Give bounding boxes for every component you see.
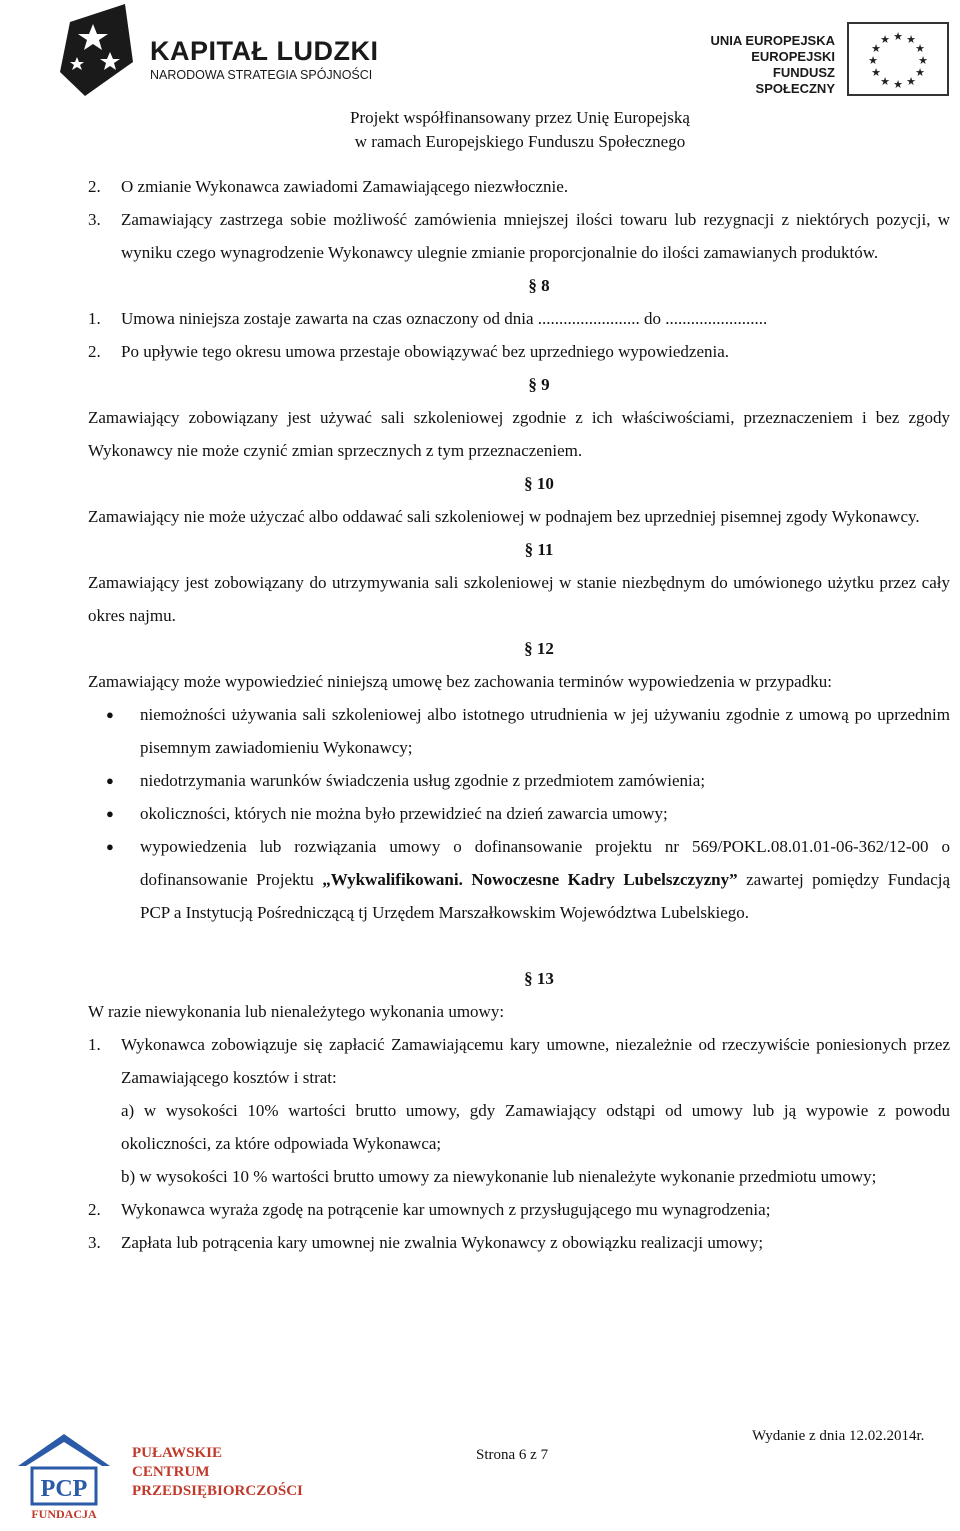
section-12-intro: Zamawiający może wypowiedzieć niniejszą umowę bez zachowania terminów wypowiedzenia w przypadku: (88, 672, 832, 691)
item-text: Zamawiający zastrzega sobie możliwość zamówienia mniejszej ilości towaru lub rezygnacji z niektórych pozycji, w wyniku czego wynagrodzenie Wykonawcy ulegnie zmianie proporcjonalnie do ilości zamawianych produktów. (121, 210, 950, 262)
bullet-icon: ● (106, 707, 114, 722)
eu-line1: UNIA EUROPEJSKA (710, 33, 835, 48)
bullet-text-pre: wypowiedzenia lub rozwiązania umowy o dofinansowanie projektu nr 569/POKL.08.01.01-06-362/12-00 o dofinansowanie Projektu (140, 837, 950, 889)
section-title-8: § 8 (528, 276, 550, 295)
brand-line1: PUŁAWSKIE (132, 1445, 223, 1461)
item-number: 2. (88, 1200, 101, 1219)
section-11-text: Zamawiający jest zobowiązany do utrzymywania sali szkoleniowej w stanie niezbędnym do umówionego użytku przez cały okres najmu. (88, 573, 950, 625)
eu-line2: EUROPEJSKI (751, 49, 835, 64)
list-item (88, 335, 950, 368)
bullet-icon: ● (106, 839, 114, 854)
item-text: Zapłata lub potrącenia kary umownej nie zwalnia Wykonawcy z obowiązku realizacji umowy; (121, 1233, 764, 1252)
bullet-text: okoliczności, których nie można było przewidzieć na dzień zawarcia umowy; (140, 804, 668, 823)
item-number: 3. (88, 1233, 101, 1252)
list-item (88, 203, 950, 269)
issue-date: Wydanie z dnia 12.02.2014r. (752, 1428, 925, 1444)
brand-line2: CENTRUM (132, 1464, 210, 1480)
kapital-ludzki-logo-icon (55, 2, 145, 98)
list-item (88, 1226, 950, 1259)
section-title-9: § 9 (528, 375, 550, 394)
svg-text:★: ★ (915, 66, 925, 79)
svg-text:★: ★ (868, 54, 878, 67)
bullet-text: niemożności używania sali szkoleniowej albo istotnego utrudnienia w jej używaniu zgodnie z umową po uprzednim pisemnym zawiadomieniu Wykonawcy; (140, 705, 950, 757)
page-number: Strona 6 z 7 (476, 1447, 549, 1463)
brand-line3: PRZEDSIĘBIORCZOŚCI (132, 1483, 303, 1499)
header-caption (0, 106, 960, 154)
svg-text:★: ★ (893, 30, 903, 43)
bullet-text-post: zawartej pomiędzy Fundacją PCP a Instytucją Pośredniczącą tj Urzędem Marszałkowskim Województwa Lubelskiego. (140, 870, 951, 922)
item-text: Wykonawca zobowiązuje się zapłacić Zamawiającemu kary umowne, niezależnie od rzeczywiście poniesionych przez Zamawiającego kosztów i strat: (121, 1035, 950, 1087)
logo-text: PCP (40, 1476, 88, 1502)
section-title-13: § 13 (524, 969, 554, 988)
section-9-text: Zamawiający zobowiązany jest używać sali szkoleniowej zgodnie z ich właściwościami, przeznaczeniem i bez zgody Wykonawcy nie może czynić zmian sprzecznych z tym przeznaczeniem. (88, 408, 950, 460)
eu-flag-icon (847, 22, 949, 96)
svg-text:★: ★ (906, 33, 916, 46)
list-item (88, 1028, 950, 1094)
item-number: 1. (88, 309, 101, 328)
svg-text:★: ★ (871, 42, 881, 55)
item-number: 1. (88, 1035, 101, 1054)
pcp-foundation-logo-icon (10, 1428, 118, 1523)
kl-subtitle: NARODOWA STRATEGIA SPÓJNOŚCI (150, 68, 373, 82)
section-title-10: § 10 (524, 474, 554, 493)
bullet-text: niedotrzymania warunków świadczenia usług zgodnie z przedmiotem zamówienia; (140, 771, 706, 790)
section-13-intro: W razie niewykonania lub nienależytego wykonania umowy: (88, 1002, 505, 1021)
sub-item-b: b) w wysokości 10 % wartości brutto umowy za niewykonanie lub nienależyte wykonanie przedmiotu umowy; (121, 1167, 877, 1186)
svg-text:★: ★ (915, 42, 925, 55)
section-title-12: § 12 (524, 639, 554, 658)
item-text: O zmianie Wykonawca zawiadomi Zamawiającego niezwłocznie. (121, 177, 569, 196)
item-text: Po upływie tego okresu umowa przestaje obowiązywać bez uprzedniego wypowiedzenia. (121, 342, 730, 361)
list-item (88, 170, 950, 203)
list-item (88, 302, 950, 335)
project-name: „Wykwalifikowani. Nowoczesne Kadry Lubelszczyzny” (322, 870, 738, 889)
bullet-item (106, 830, 950, 929)
svg-text:★: ★ (893, 78, 903, 91)
svg-text:★: ★ (871, 66, 881, 79)
footer-brand (132, 1444, 303, 1501)
kapital-ludzki-text (150, 36, 378, 82)
kl-title: KAPITAŁ LUDZKI (150, 36, 379, 66)
bullet-item (106, 797, 950, 830)
svg-text:★: ★ (918, 54, 928, 67)
eu-text (700, 33, 835, 97)
sub-item-a: a) w wysokości 10% wartości brutto umowy, gdy Zamawiający odstąpi od umowy lub ją wypowie z powodu okoliczności, za które odpowiada Wykonawca; (121, 1101, 950, 1153)
item-number: 2. (88, 177, 101, 196)
item-text: Umowa niniejsza zostaje zawarta na czas oznaczony od dnia ........................ do ........................ (121, 309, 768, 328)
svg-text:★: ★ (906, 75, 916, 88)
section-title-11: § 11 (524, 540, 554, 559)
item-number: 3. (88, 210, 101, 229)
logo-sub: FUNDACJA (31, 1507, 97, 1521)
bullet-icon: ● (106, 806, 114, 821)
list-item (88, 1193, 950, 1226)
eu-line3: FUNDUSZ SPOŁECZNY (755, 65, 835, 96)
document-body (88, 170, 950, 1259)
caption-line1: Projekt współfinansowany przez Unię Europejską (350, 108, 690, 127)
item-text: Wykonawca wyraża zgodę na potrącenie kar umownych z przysługującego mu wynagrodzenia; (121, 1200, 771, 1219)
svg-text:★: ★ (880, 33, 890, 46)
caption-line2: w ramach Europejskiego Funduszu Społecznego (354, 132, 686, 151)
bullet-icon: ● (106, 773, 114, 788)
section-10-text: Zamawiający nie może użyczać albo oddawać sali szkoleniowej w podnajem bez uprzedniej pisemnej zgody Wykonawcy. (88, 507, 920, 526)
item-number: 2. (88, 342, 101, 361)
page-header (0, 0, 960, 160)
bullet-text (140, 830, 950, 929)
bullet-item (106, 698, 950, 764)
svg-text:★: ★ (880, 75, 890, 88)
bullet-item (106, 764, 950, 797)
